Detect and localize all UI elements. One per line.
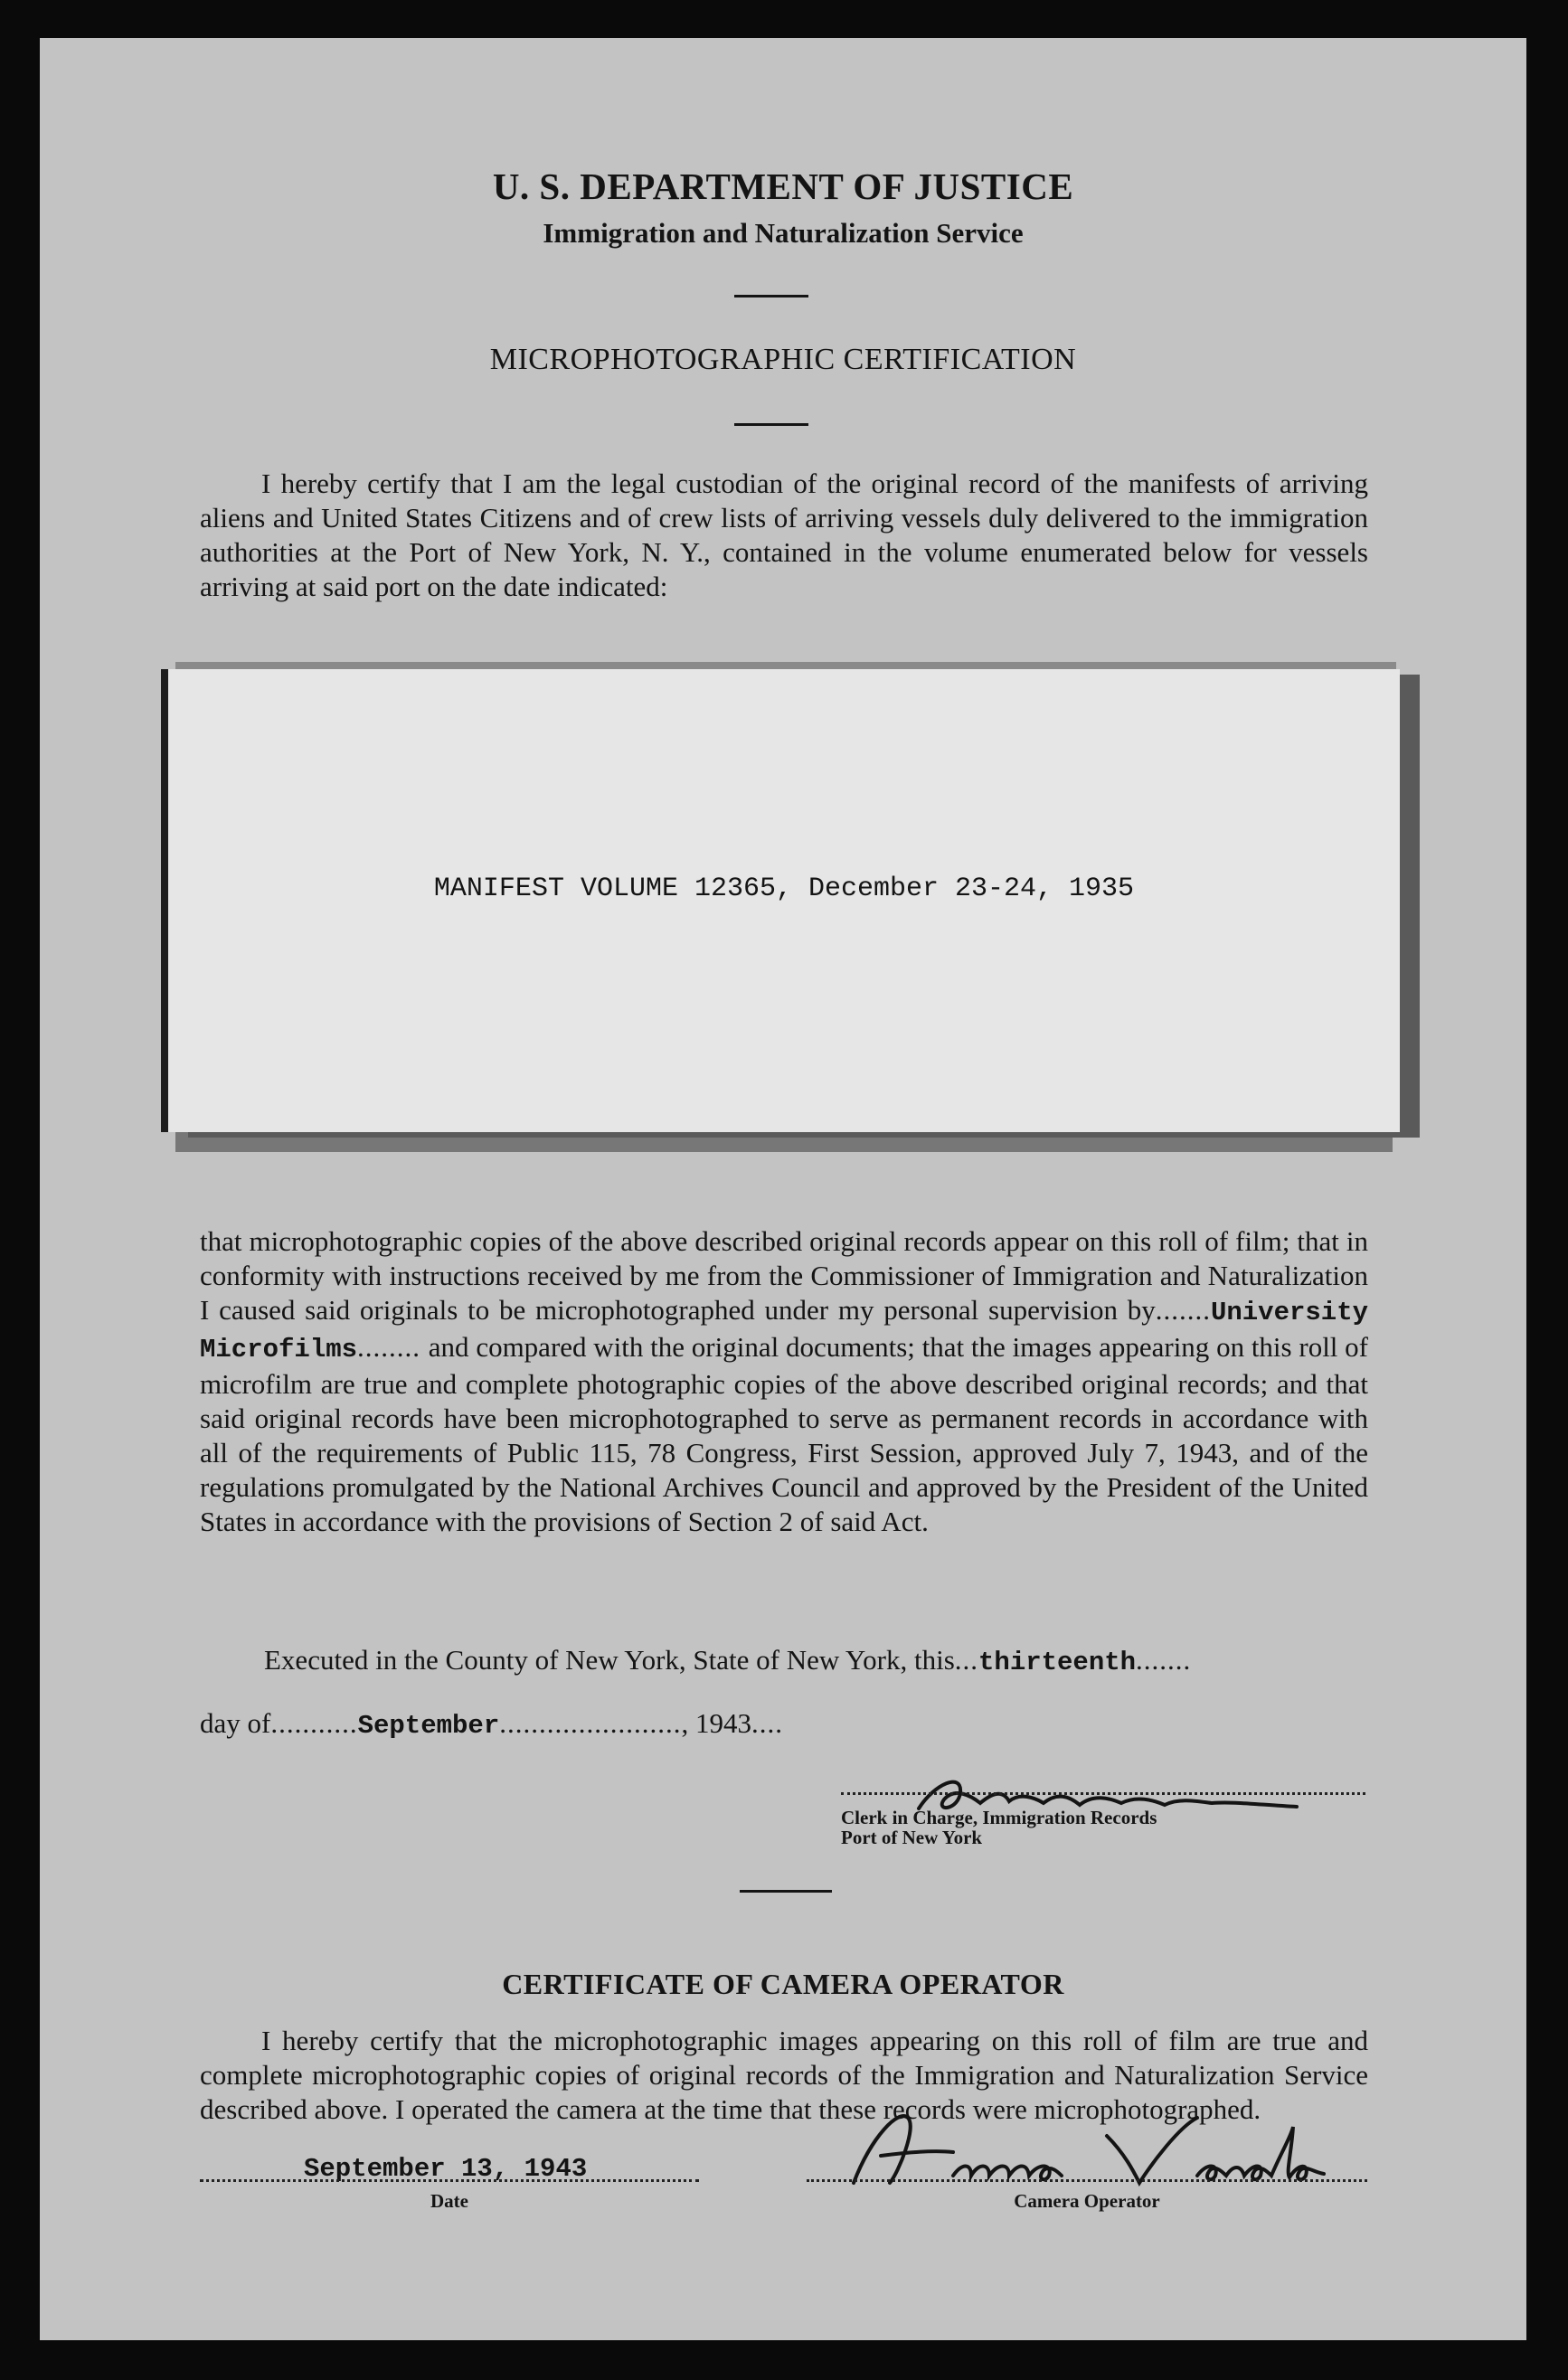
manifest-insert-card <box>168 669 1400 1132</box>
camera-date-value: September 13, 1943 <box>304 2154 588 2184</box>
day-of-label: day of <box>200 1707 271 1739</box>
fill-dots: ........ <box>357 1331 429 1363</box>
fill-dots: ........... <box>270 1707 358 1739</box>
clerk-port: Port of New York <box>841 1827 983 1848</box>
fill-dots: .... <box>751 1707 783 1739</box>
execution-month: September <box>357 1711 500 1741</box>
intro-paragraph: I hereby certify that I am the legal custodian of the original record of the manifests of arriving aliens and United States Citizens and of crew lists of arriving vessels duly delivered to the immigration authorities at the Port of New York, N. Y., contained in the volume enumerated below for vessels arriving at said port on the date indicated: <box>200 468 1368 602</box>
fill-dots: ... <box>954 1644 979 1676</box>
service-subtitle: Immigration and Naturalization Service <box>543 217 1024 249</box>
fill-dots: ....................... <box>499 1707 682 1739</box>
camera-certificate-title: CERTIFICATE OF CAMERA OPERATOR <box>502 1968 1064 2000</box>
fill-dots: ....... <box>1136 1644 1192 1676</box>
day-of-line <box>200 1707 783 1741</box>
certificate-page <box>40 38 1526 2340</box>
execution-day: thirteenth <box>978 1648 1137 1677</box>
date-line <box>200 2179 699 2182</box>
execution-year: , 1943 <box>681 1707 751 1739</box>
executed-prefix: Executed in the County of New York, State of New York, this <box>264 1644 955 1676</box>
divider <box>740 1890 832 1893</box>
fill-dots: ....... <box>1155 1294 1211 1326</box>
body-text-part1: that microphotographic copies of the above described original records appear on this roll of film; that in conformity with instructions received by me from the Commissioner of Immigration and Naturalization I caused said originals to be microphotographed under my personal supervision by <box>200 1225 1368 1326</box>
operator-line <box>807 2179 1367 2182</box>
certification-title: MICROPHOTOGRAPHIC CERTIFICATION <box>489 343 1077 376</box>
clerk-signature-line <box>841 1792 1365 1795</box>
camera-paragraph: I hereby certify that the microphotographic images appearing on this roll of film are true and complete microphotographic copies of original records of the Immigration and Naturalization Service described above. I operated the camera at the time that these records were microphotographed. <box>200 2025 1368 2125</box>
divider <box>734 423 808 426</box>
camera-operator-signature <box>836 2100 1378 2199</box>
executed-line <box>264 1644 1191 1677</box>
date-label: Date <box>430 2190 468 2212</box>
photographer-name: University Microfilms <box>200 1298 1368 1365</box>
body-paragraph <box>200 1224 1368 1539</box>
clerk-title: Clerk in Charge, Immigration Records <box>841 1807 1157 1828</box>
divider <box>734 295 808 298</box>
operator-label: Camera Operator <box>1014 2190 1160 2212</box>
department-title: U. S. DEPARTMENT OF JUSTICE <box>492 165 1074 207</box>
body-text-part2: and compared with the original documents; that the images appearing on this roll of microfilm are true and complete photographic copies of the above described original records; and that said original records have been microphotographed to serve as permanent records in accordance with all of the requirements of Public 115, 78 Congress, First Session, approved July 7, 1943, and of the regulations promulgated by the National Archives Council and approved by the President of the United States in accordance with the provisions of Section 2 of said Act. <box>200 1331 1369 1537</box>
manifest-volume-text: MANIFEST VOLUME 12365, December 23-24, 1935 <box>433 874 1135 904</box>
